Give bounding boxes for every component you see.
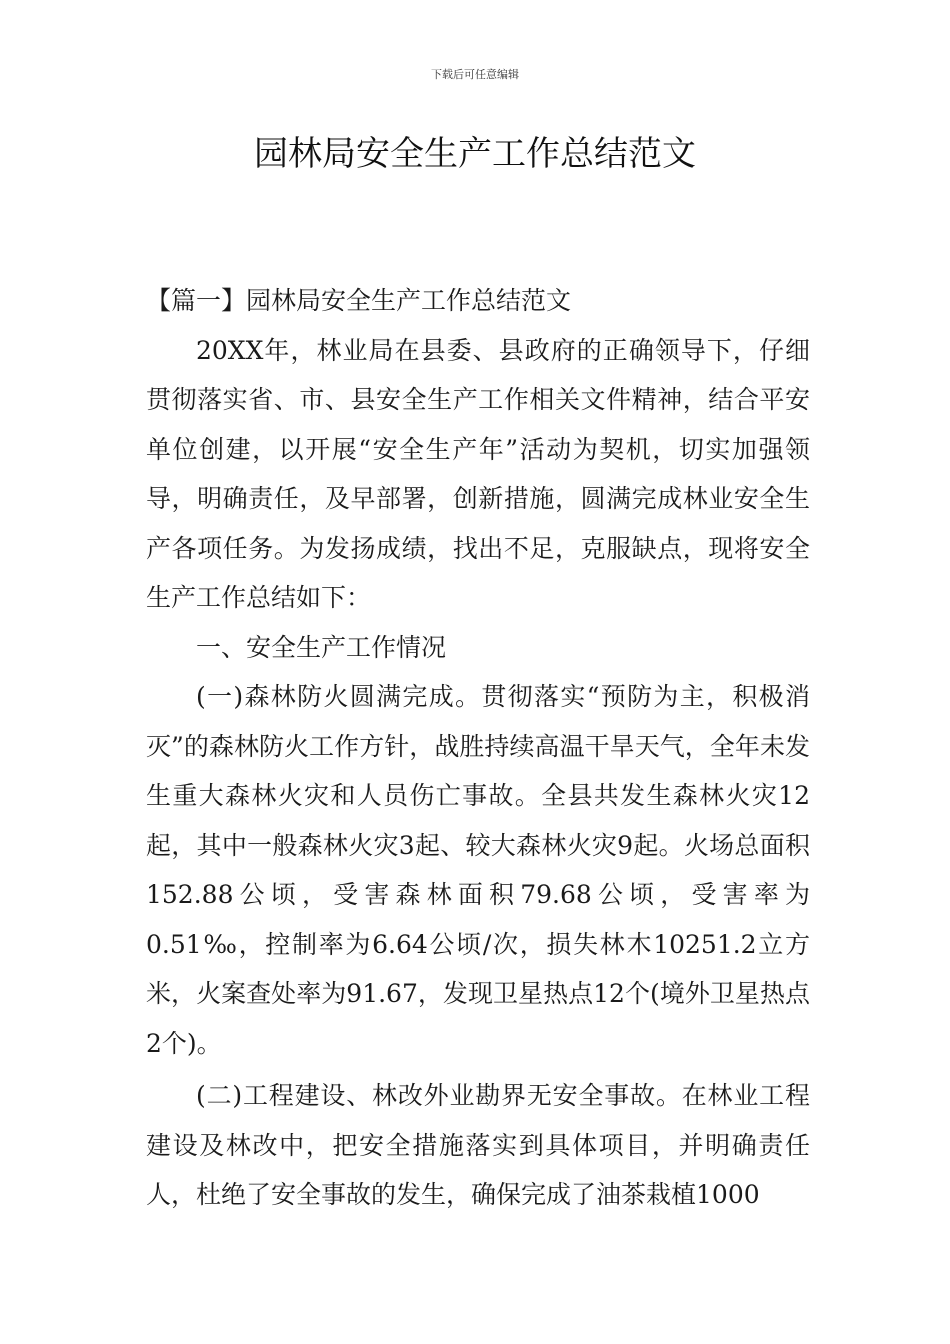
document-body [146, 276, 810, 1220]
paragraph-intro: 20XX年，林业局在县委、县政府的正确领导下，仔细贯彻落实省、市、县安全生产工作相关文件精神，结合平安单位创建，以开展“安全生产年”活动为契机，切实加强领导，明确责任，及早部署，创新措施，圆满完成林业安全生产各项任务。为发扬成绩，找出不足，克服缺点，现将安全生产工作总结如下： [146, 335, 810, 612]
paragraph-engineering: (二)工程建设、林改外业勘界无安全事故。在林业工程建设及林改中，把安全措施落实到具体项目，并明确责任人，杜绝了安全事故的发生，确保完成了油茶栽植1000 [146, 1081, 810, 1209]
header-note: 下载后可任意编辑 [431, 68, 519, 81]
paragraph-heading-1: 一、安全生产工作情况 [196, 632, 447, 662]
document-title: 园林局安全生产工作总结范文 [254, 134, 696, 174]
paragraph-forest-fire: (一)森林防火圆满完成。贯彻落实“预防为主，积极消灭”的森林防火工作方针，战胜持续高温干旱天气，全年未发生重大森林火灾和人员伤亡事故。全县共发生森林火灾12起，其中一般森林火灾3起、较大森林火灾9起。火场总面积152.88公顷，受害森林面积79.68公顷，受害率为0.51‰，控制率为6.64公顷/次，损失林木10251.2立方米，火案查处率为91.67，发现卫星热点12个(境外卫星热点2个)。 [146, 682, 810, 1058]
section-heading: 【篇一】园林局安全生产工作总结范文 [146, 286, 572, 315]
